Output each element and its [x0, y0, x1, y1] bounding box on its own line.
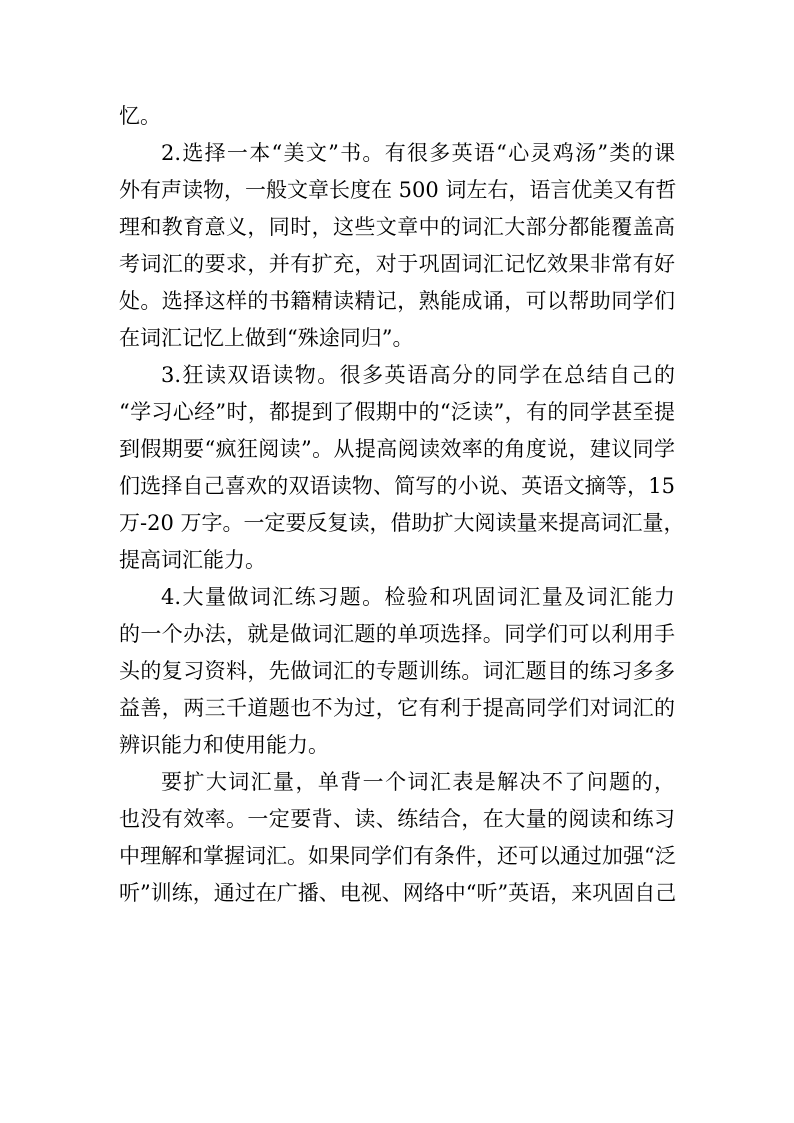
text-line: 提高词汇能力。 [119, 548, 266, 572]
text-line: 们选择自己喜欢的双语读物、简写的小说、英语文摘等，15 [119, 474, 675, 498]
paragraph-item-2 [119, 135, 675, 357]
text-line: 3.狂读双语读物。很多英语高分的同学在总结自己的 [161, 363, 675, 387]
paragraph-continuation [119, 98, 675, 135]
text-line: 万-20 万字。一定要反复读，借助扩大阅读量来提高词汇量， [119, 511, 685, 535]
text-line: 理和教育意义，同时，这些文章中的词汇大部分都能覆盖高 [119, 215, 675, 239]
text-line: 考词汇的要求，并有扩充，对于巩固词汇记忆效果非常有好 [119, 252, 675, 276]
text-line: 忆。 [119, 104, 161, 128]
paragraph-summary [119, 764, 675, 912]
text-line: 的一个办法，就是做词汇题的单项选择。同学们可以利用手 [119, 622, 675, 646]
text-line: “学习心经”时，都提到了假期中的“泛读”，有的同学甚至提 [119, 400, 675, 424]
text-line: 处。选择这样的书籍精读精记，熟能成诵，可以帮助同学们 [119, 289, 675, 313]
text-line: 2.选择一本“美文”书。有很多英语“心灵鸡汤”类的课 [161, 141, 675, 165]
text-line: 听”训练，通过在广播、电视、网络中“听”英语，来巩固自己 [119, 881, 677, 905]
text-line: 也没有效率。一定要背、读、练结合，在大量的阅读和练习 [119, 807, 675, 831]
text-line: 到假期要“疯狂阅读”。从提高阅读效率的角度说，建议同学 [119, 437, 675, 461]
paragraph-item-3 [119, 357, 685, 579]
text-line: 头的复习资料，先做词汇的专题训练。词汇题目的练习多多 [119, 659, 675, 683]
text-line: 在词汇记忆上做到“殊途同归”。 [119, 326, 414, 350]
text-line: 辨识能力和使用能力。 [119, 733, 329, 757]
text-line: 要扩大词汇量，单背一个词汇表是解决不了问题的， [161, 770, 675, 794]
text-line: 4.大量做词汇练习题。检验和巩固词汇量及词汇能力 [161, 585, 675, 609]
paragraph-item-4 [119, 579, 675, 764]
text-line: 益善，两三千道题也不为过，它有利于提高同学们对词汇的 [119, 696, 675, 720]
text-line: 中理解和掌握词汇。如果同学们有条件，还可以通过加强“泛 [119, 844, 676, 868]
text-line: 外有声读物，一般文章长度在 500 词左右，语言优美又有哲 [119, 178, 677, 202]
document-body [119, 98, 685, 912]
